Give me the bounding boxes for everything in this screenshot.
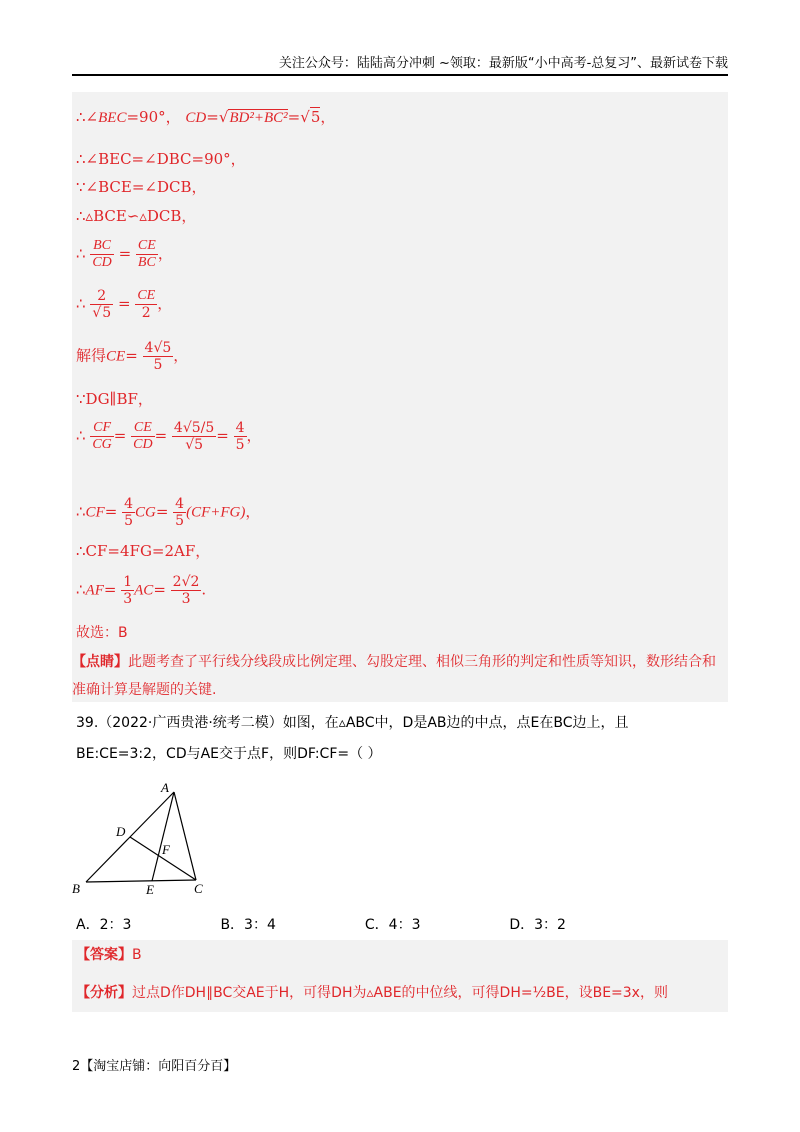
side-ac [174,792,196,880]
label-e: E [146,882,154,897]
choices [76,914,649,934]
header-text: 关注公众号：陆陆高分冲刺 ~领取：最新版“小中高考-总复习”、最新试卷下载 [278,56,728,71]
triangle-figure [70,778,220,898]
solution-line-12: ∴AF= $\frac{1}{3}$ AC= $\frac{2√2}{3}$ . [76,574,207,607]
solution-line-8: ∵DG∥BF， [76,390,153,408]
page-header [72,52,728,76]
solution-line-4: ∴▵BCE∽▵DCB， [76,207,197,225]
solution-line-11: ∴CF=4FG=2AF， [76,542,211,560]
problem-line-1: 39.（2022·广西贵港·统考二模）如图，在▵ABC中，D是AB边的中点，点E在BC边上，且 [76,715,629,731]
segment-ae [152,792,174,881]
choice-d[interactable]: D．3：2 [509,917,566,933]
label-c: C [194,881,203,896]
solution-line-5: ∴ $\frac{BC}{CD}$ = $\frac{CE}{BC}$ ， [76,238,173,270]
problem-line-2: BE:CE=3:2，CD与AE交于点F，则DF:CF=（ ） [76,746,382,762]
solution-line-9: ∴ $\frac{CF}{CG}$ = $\frac{CE}{CD}$ = $\frac{4√5/5}{√5}$ = $\frac{4}{5}$ ， [76,420,262,453]
label-a: A [161,780,169,795]
label-f: F [162,842,170,857]
analysis-line: 【分析】过点D作DH∥BC交AE于H，可得DH为▵ABE的中位线，可得DH=½BE，设BE=3x，则 [76,985,668,1001]
solution-line-6: ∴ $\frac{2}{√5}$ = $\frac{CE}{2}$ ， [76,288,173,321]
answer-label-line: 【答案】B [76,947,142,963]
label-b: B [72,881,80,896]
side-bc [86,880,196,882]
solution-line-3: ∵∠BCE=∠DCB， [76,178,207,196]
page-footer: 2【淘宝店铺：向阳百分百】 [72,1059,237,1074]
solution-line-2: ∴∠BEC=∠DBC=90°， [76,150,246,168]
answer-line: 故选：B [76,625,128,641]
solution-line-10: ∴CF= $\frac{4}{5}$ CG= $\frac{4}{5}$ (CF+FG)， [76,496,261,529]
choice-c[interactable]: C．4：3 [364,917,421,933]
solution-line-7: 解得CE= $\frac{4√5}{5}$ ， [76,340,189,373]
comment-block: 【点睛】此题考查了平行线分线段成比例定理、勾股定理、相似三角形的判定和性质等知识，数形结合和准确计算是解题的关键. [72,654,716,698]
solution-line-1: ∴∠BEC=90°， CD=√BD²+BC²=√5， [76,108,336,126]
choice-b[interactable]: B．3：4 [220,917,276,933]
choice-a[interactable]: A．2：3 [76,917,132,933]
label-d: D [116,824,126,839]
